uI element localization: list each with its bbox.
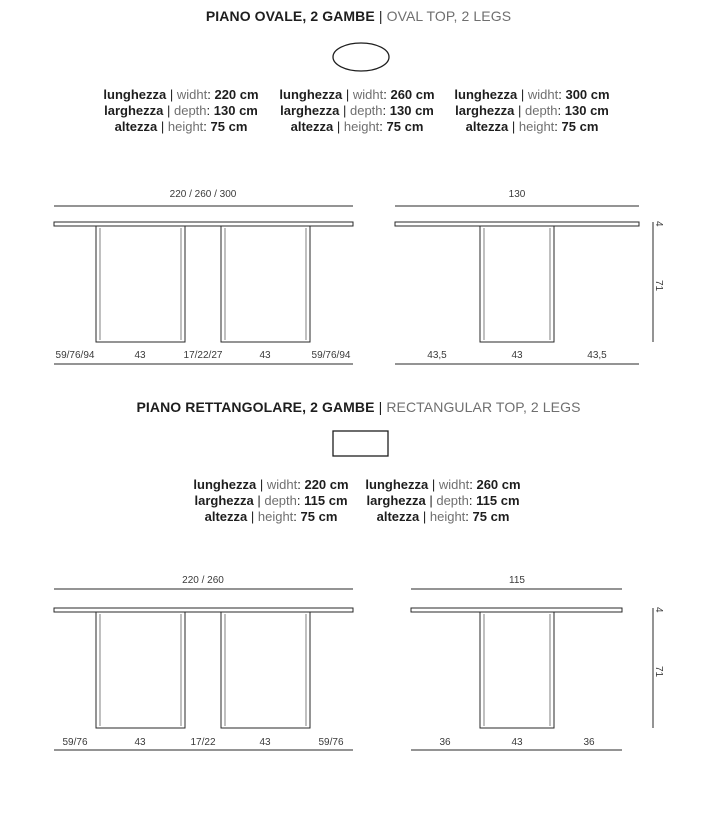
rect-spec-1: lunghezza | widht: 220 cm larghezza | depth: 115 cm altezza | height: 75 cm <box>193 477 349 524</box>
oval-front-bottom-label: 43 <box>134 350 146 361</box>
rect-front-bottom-label: 59/76 <box>62 737 88 748</box>
oval-spec-2: lunghezza | widht: 260 cm larghezza | depth: 130 cm altezza | height: 75 cm <box>279 87 435 134</box>
rect-front-bottom-label: 43 <box>259 737 271 748</box>
oval-side-leg-height-label: 71 <box>653 280 664 292</box>
oval-spec-3: lunghezza | widht: 300 cm larghezza | depth: 130 cm altezza | height: 75 cm <box>454 87 610 134</box>
rect-front-leg-left <box>96 612 185 728</box>
rect-spec-2: lunghezza | widht: 260 cm larghezza | depth: 115 cm altezza | height: 75 cm <box>365 477 521 524</box>
oval-side-tabletop <box>395 222 639 226</box>
rect-side-bottom-label: 43 <box>511 737 523 748</box>
rect-side-leg <box>480 612 554 728</box>
rect-side-bottom-label: 36 <box>439 737 451 748</box>
rect-front-view <box>54 589 353 750</box>
oval-front-width-label: 220 / 260 / 300 <box>169 189 237 200</box>
rect-title-it: PIANO RETTANGOLARE, 2 GAMBE <box>136 399 375 415</box>
oval-front-leg-left <box>96 226 185 342</box>
oval-title-en: OVAL TOP, 2 LEGS <box>386 8 512 24</box>
oval-spec-1: lunghezza | widht: 220 cm larghezza | depth: 130 cm altezza | height: 75 cm <box>103 87 259 134</box>
oval-front-bottom-label: 17/22/27 <box>183 350 223 361</box>
oval-front-leg-right <box>221 226 310 342</box>
oval-side-bottom-label: 43,5 <box>587 350 607 361</box>
rect-front-tabletop <box>54 608 353 612</box>
oval-side-width-label: 130 <box>508 189 526 200</box>
rect-title-en: RECTANGULAR TOP, 2 LEGS <box>386 399 581 415</box>
oval-side-leg <box>480 226 554 342</box>
oval-front-bottom-label: 59/76/94 <box>311 350 351 361</box>
rect-section-title <box>0 399 717 415</box>
rect-side-bottom-label: 36 <box>583 737 595 748</box>
oval-title-it: PIANO OVALE, 2 GAMBE <box>205 8 375 24</box>
oval-side-bottom-label: 43 <box>511 350 523 361</box>
oval-front-bottom-label: 59/76/94 <box>55 350 95 361</box>
oval-side-top-thickness-label: 4 <box>653 221 664 227</box>
rect-side-width-label: 115 <box>509 575 525 586</box>
oval-front-view <box>54 206 353 364</box>
oval-front-bottom-label: 43 <box>259 350 271 361</box>
oval-title-separator: | <box>378 8 383 24</box>
oval-front-tabletop <box>54 222 353 226</box>
rect-side-view <box>411 589 653 750</box>
rect-front-bottom-label: 17/22 <box>190 737 216 748</box>
rect-front-leg-right <box>221 612 310 728</box>
oval-top-icon <box>333 43 389 71</box>
rect-front-bottom-label: 59/76 <box>318 737 344 748</box>
oval-side-bottom-label: 43,5 <box>427 350 447 361</box>
rect-side-leg-height-label: 71 <box>653 666 664 678</box>
rect-top-icon <box>333 431 388 456</box>
rect-title-separator: | <box>378 399 383 415</box>
rect-front-bottom-label: 43 <box>134 737 146 748</box>
rect-side-tabletop <box>411 608 622 612</box>
rect-front-width-label: 220 / 260 <box>182 575 224 586</box>
rect-side-top-thickness-label: 4 <box>653 607 664 613</box>
oval-side-view <box>395 206 653 364</box>
